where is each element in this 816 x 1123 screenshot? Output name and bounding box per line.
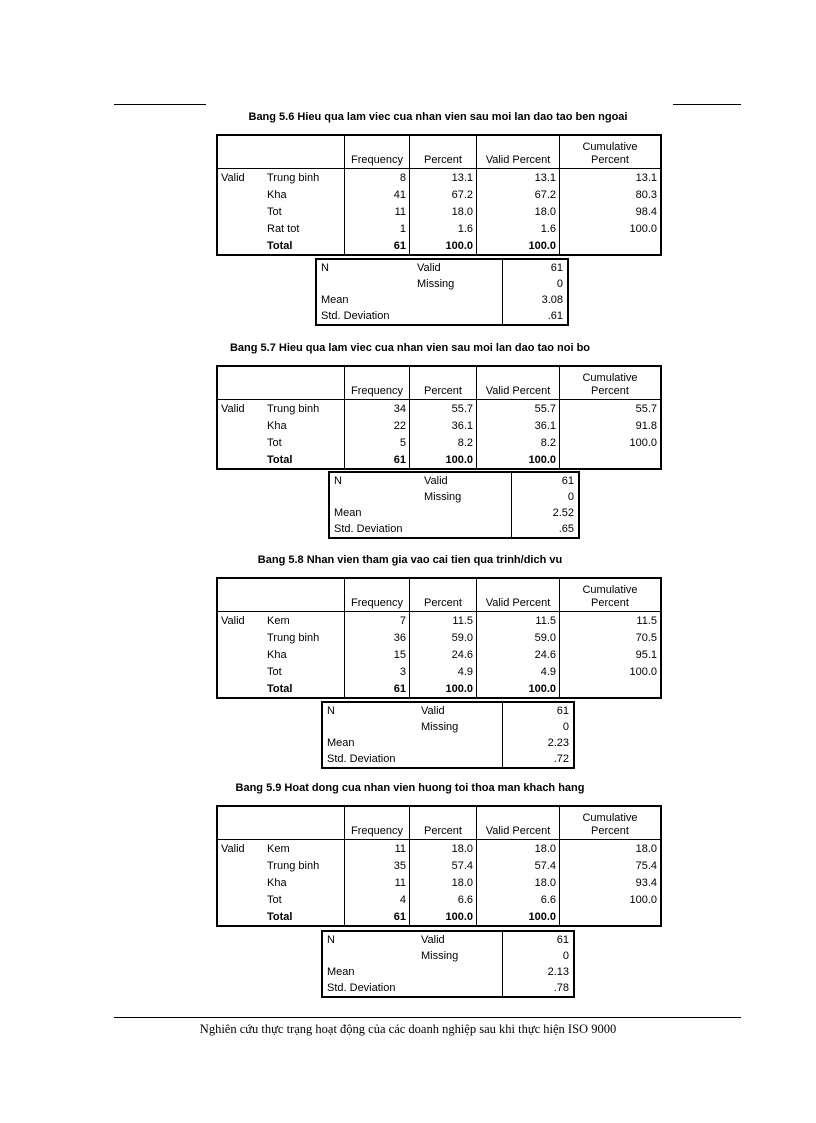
table-row: Trung binh 36 59.0 59.0 70.5 bbox=[217, 629, 661, 646]
col-frequency: Frequency bbox=[345, 578, 410, 612]
table-row: Kha 15 24.6 24.6 95.1 bbox=[217, 646, 661, 663]
table-total-row: Total 61 100.0 100.0 bbox=[217, 680, 661, 698]
table-caption: Bang 5.6 Hieu qua lam viec cua nhan vien sau moi lan dao tao ben ngoai bbox=[248, 111, 628, 123]
page-footer: Nghiên cứu thực trạng hoạt động của các doanh nghiệp sau khi thực hiện ISO 9000 bbox=[199, 1022, 617, 1036]
frequency-table bbox=[216, 365, 662, 470]
table-row: Valid Trung binh 8 13.1 13.1 13.1 bbox=[217, 169, 661, 187]
table-row: Tot 11 18.0 18.0 98.4 bbox=[217, 203, 661, 220]
table-total-row: Total 61 100.0 100.0 bbox=[217, 451, 661, 469]
table-row: Rat tot 1 1.6 1.6 100.0 bbox=[217, 220, 661, 237]
col-percent: Percent bbox=[410, 366, 477, 400]
table-row: Valid Kem 11 18.0 18.0 18.0 bbox=[217, 840, 661, 858]
table-row: Trung binh 35 57.4 57.4 75.4 bbox=[217, 857, 661, 874]
footer-rule bbox=[114, 1017, 741, 1018]
frequency-table bbox=[216, 805, 662, 927]
col-percent: Percent bbox=[410, 806, 477, 840]
table-row: Valid Kem 7 11.5 11.5 11.5 bbox=[217, 612, 661, 630]
statistics-table: N Valid 61 Missing 0 Mean 2.13 Std. Deviation .78 bbox=[321, 930, 575, 998]
col-frequency: Frequency bbox=[345, 366, 410, 400]
col-percent: Percent bbox=[410, 578, 477, 612]
header-rule-left bbox=[114, 104, 206, 105]
frequency-table bbox=[216, 577, 662, 699]
col-frequency: Frequency bbox=[345, 135, 410, 169]
col-frequency: Frequency bbox=[345, 806, 410, 840]
col-valid-percent: Valid Percent bbox=[477, 366, 560, 400]
table-caption: Bang 5.8 Nhan vien tham gia vao cai tien qua trinh/dich vu bbox=[257, 554, 563, 566]
table-row: Kha 11 18.0 18.0 93.4 bbox=[217, 874, 661, 891]
table-row: Tot 3 4.9 4.9 100.0 bbox=[217, 663, 661, 680]
col-valid-percent: Valid Percent bbox=[477, 578, 560, 612]
statistics-table: N Valid 61 Missing 0 Mean 2.52 Std. Deviation .65 bbox=[328, 471, 580, 539]
col-cumulative-percent: Cumulative Percent bbox=[560, 135, 662, 169]
table-caption: Bang 5.9 Hoat dong cua nhan vien huong toi thoa man khach hang bbox=[235, 782, 585, 794]
table-row: Valid Trung binh 34 55.7 55.7 55.7 bbox=[217, 400, 661, 418]
table-row: Kha 22 36.1 36.1 91.8 bbox=[217, 417, 661, 434]
frequency-table bbox=[216, 134, 662, 256]
statistics-table: N Valid 61 Missing 0 Mean 3.08 Std. Deviation .61 bbox=[315, 258, 569, 326]
table-total-row: Total 61 100.0 100.0 bbox=[217, 908, 661, 926]
col-cumulative-percent: Cumulative Percent bbox=[560, 578, 662, 612]
col-cumulative-percent: Cumulative Percent bbox=[560, 366, 662, 400]
table-total-row: Total 61 100.0 100.0 bbox=[217, 237, 661, 255]
table-row: Tot 5 8.2 8.2 100.0 bbox=[217, 434, 661, 451]
table-caption: Bang 5.7 Hieu qua lam viec cua nhan vien sau moi lan dao tao noi bo bbox=[229, 342, 591, 354]
col-valid-percent: Valid Percent bbox=[477, 806, 560, 840]
table-row: Tot 4 6.6 6.6 100.0 bbox=[217, 891, 661, 908]
statistics-table: N Valid 61 Missing 0 Mean 2.23 Std. Deviation .72 bbox=[321, 701, 575, 769]
col-cumulative-percent: Cumulative Percent bbox=[560, 806, 662, 840]
col-percent: Percent bbox=[410, 135, 477, 169]
table-row: Kha 41 67.2 67.2 80.3 bbox=[217, 186, 661, 203]
header-rule-right bbox=[673, 104, 741, 105]
col-valid-percent: Valid Percent bbox=[477, 135, 560, 169]
